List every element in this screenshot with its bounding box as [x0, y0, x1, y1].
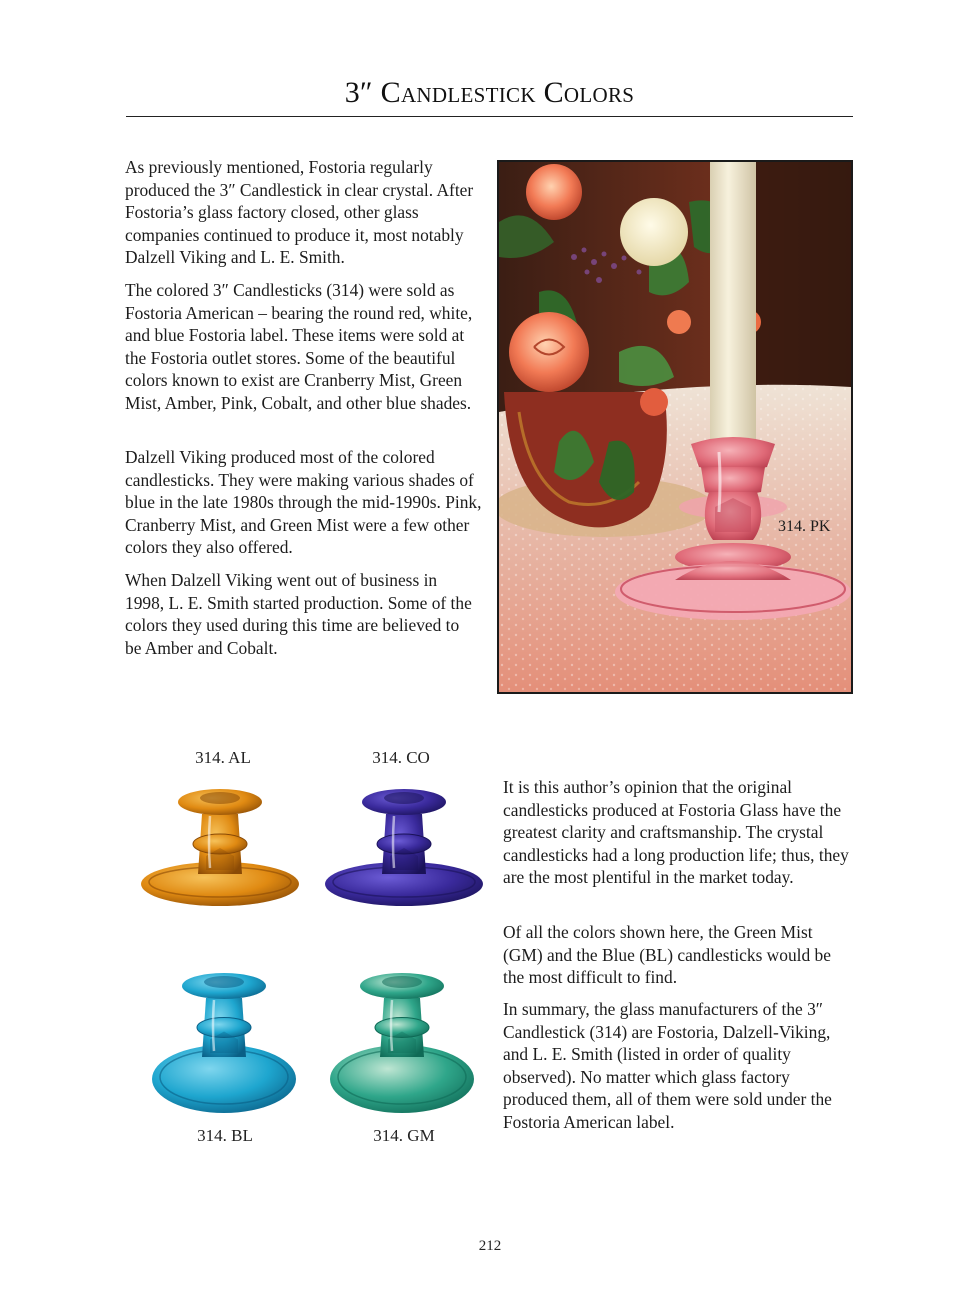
- candlestick-photo-blue: [148, 960, 300, 1120]
- candlestick-caption-blue: 314. BL: [197, 1126, 253, 1145]
- candlestick-caption-cobalt: 314. CO: [372, 748, 430, 767]
- candlestick-caption-amber: 314. AL: [195, 748, 251, 767]
- pink-candlestick-photo-illustration: [499, 162, 851, 692]
- candlestick-highlight: [209, 816, 210, 868]
- candlestick-candle-cup: [200, 792, 240, 804]
- candlestick-caption-green-mist: 314. GM: [373, 1126, 435, 1145]
- candlestick-highlight: [391, 1000, 392, 1051]
- candlestick-blue-illustration: [148, 960, 300, 1115]
- intro-paragraph-3: Dalzell Viking produced most of the colored candlesticks. They were making various shades of blue in the late 1980s through the mid-1990s. Pink, Cranberry Mist, and Green Mist were a few other colors they also offered.: [125, 447, 482, 558]
- candlestick-candle-cup: [382, 976, 422, 988]
- candlestick-amber-illustration: [138, 778, 302, 918]
- page-title: 3″ Candlestick Colors: [344, 76, 635, 109]
- candlestick-candle-cup: [384, 792, 424, 804]
- candlestick-highlight: [393, 816, 394, 868]
- candlestick-candle-cup: [204, 976, 244, 988]
- title-rule: [126, 116, 853, 117]
- featured-photo-label: 314. PK: [778, 518, 831, 535]
- candlestick-green-mist-illustration: [326, 960, 478, 1115]
- candlestick-highlight: [213, 1000, 214, 1051]
- candlestick-photo-cobalt: [322, 778, 486, 923]
- candlestick-cobalt-illustration: [322, 778, 486, 918]
- page-number: 212: [478, 1238, 502, 1254]
- intro-paragraph-4: When Dalzell Viking went out of business in 1998, L. E. Smith started production. Some of the colors they used during this time are believed to be Amber and Cobalt.: [125, 570, 472, 658]
- candlestick-photo-amber: [138, 778, 302, 923]
- featured-photo-pink-candlestick: [497, 160, 853, 694]
- intro-paragraph-2: The colored 3″ Candlesticks (314) were sold as Fostoria American – bearing the round red, white, and blue Fostoria label. These items were sold at the Fostoria outlet stores. Some of the beautiful colors known to exist are Cranberry Mist, Green Mist, Amber, Pink, Cobalt, and other blue shades.: [125, 280, 473, 413]
- closing-paragraph-3: In summary, the glass manufacturers of the 3″ Candlestick (314) are Fostoria, Dalzell-Viking, and L. E. Smith (listed in order of quality observed). No matter which glass factory produced them, all of them were sold under the Fostoria American label.: [503, 999, 832, 1132]
- closing-paragraph-2: Of all the colors shown here, the Green Mist (GM) and the Blue (BL) candlesticks would be the most difficult to find.: [503, 922, 831, 988]
- candlestick-photo-green-mist: [326, 960, 478, 1120]
- closing-paragraph-1: It is this author’s opinion that the original candlesticks produced at Fostoria Glass have the greatest clarity and craftsmanship. The crystal candlesticks had a long production life; thus, they are the most plentiful in the market today.: [503, 777, 849, 888]
- intro-paragraph-1: As previously mentioned, Fostoria regularly produced the 3″ Candlestick in clear crystal. After Fostoria’s glass factory closed, other glass companies continued to produce it, most notably Dalzell Viking and L. E. Smith.: [125, 157, 474, 268]
